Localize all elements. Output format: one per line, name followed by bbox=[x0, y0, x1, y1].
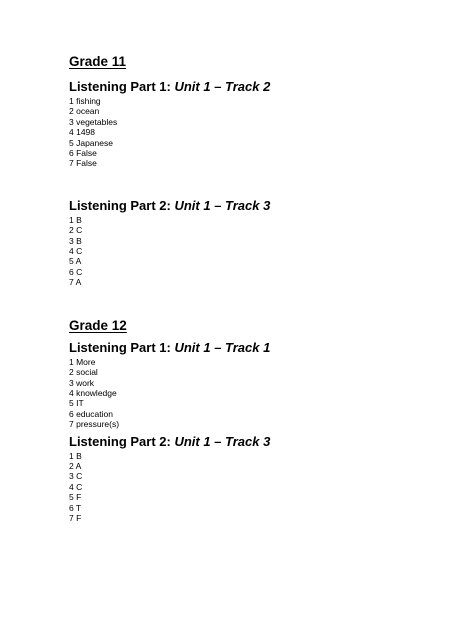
answer-list bbox=[69, 357, 429, 430]
answer-item: 7 pressure(s) bbox=[69, 419, 120, 430]
answer-item: 7 False bbox=[69, 158, 97, 169]
track-label: Unit 1 – Track 2 bbox=[174, 79, 271, 94]
answer-item: 6 education bbox=[69, 408, 113, 419]
answer-item: 1 B bbox=[69, 214, 82, 225]
part-label: Listening Part 2: bbox=[69, 197, 175, 213]
section-heading bbox=[69, 340, 429, 356]
answer-item: 5 A bbox=[69, 256, 82, 267]
answer-item: 4 knowledge bbox=[69, 387, 117, 398]
answer-list bbox=[69, 96, 429, 169]
answer-item: 2 C bbox=[69, 225, 83, 236]
answer-item: 6 T bbox=[69, 502, 82, 513]
answer-item: 6 False bbox=[69, 148, 97, 159]
section-heading bbox=[69, 198, 429, 214]
grade-12-section bbox=[69, 318, 429, 524]
answer-item: 2 social bbox=[69, 367, 98, 378]
grade-11-listening-part-2 bbox=[69, 198, 429, 288]
answer-list bbox=[69, 215, 429, 288]
answer-item: 7 A bbox=[69, 277, 82, 288]
grade-12-listening-part-2 bbox=[69, 434, 429, 524]
answer-list bbox=[69, 451, 429, 524]
grade-11-section bbox=[69, 54, 429, 288]
grade-12-heading: Grade 12 bbox=[69, 317, 127, 333]
answer-item: 1 fishing bbox=[69, 96, 101, 106]
answer-item: 3 vegetables bbox=[69, 116, 118, 127]
track-label: Unit 1 – Track 3 bbox=[174, 197, 271, 213]
answer-item: 4 1498 bbox=[69, 127, 95, 138]
answer-item: 3 C bbox=[69, 471, 83, 482]
answer-item: 6 C bbox=[69, 266, 83, 277]
section-heading bbox=[69, 79, 429, 95]
part-label: Listening Part 1: bbox=[69, 79, 175, 94]
answer-item: 2 ocean bbox=[69, 106, 100, 117]
answer-item: 3 work bbox=[69, 377, 95, 388]
track-label: Unit 1 – Track 1 bbox=[174, 339, 271, 355]
answer-item: 5 F bbox=[69, 492, 82, 503]
answer-item: 7 F bbox=[69, 512, 82, 523]
grade-11-listening-part-1 bbox=[69, 79, 429, 169]
answer-key-document bbox=[69, 54, 429, 523]
answer-item: 4 C bbox=[69, 481, 83, 492]
answer-item: 3 B bbox=[69, 235, 82, 246]
part-label: Listening Part 2: bbox=[69, 433, 175, 449]
part-label: Listening Part 1: bbox=[69, 339, 175, 355]
answer-item: 2 A bbox=[69, 460, 82, 471]
answer-item: 4 C bbox=[69, 246, 83, 257]
track-label: Unit 1 – Track 3 bbox=[174, 433, 271, 449]
grade-12-listening-part-1 bbox=[69, 340, 429, 430]
grade-11-heading: Grade 11 bbox=[69, 54, 127, 69]
answer-item: 5 IT bbox=[69, 398, 84, 409]
answer-item: 1 B bbox=[69, 450, 82, 461]
answer-item: 5 Japanese bbox=[69, 137, 113, 148]
answer-item: 1 More bbox=[69, 356, 96, 367]
section-heading bbox=[69, 434, 429, 450]
